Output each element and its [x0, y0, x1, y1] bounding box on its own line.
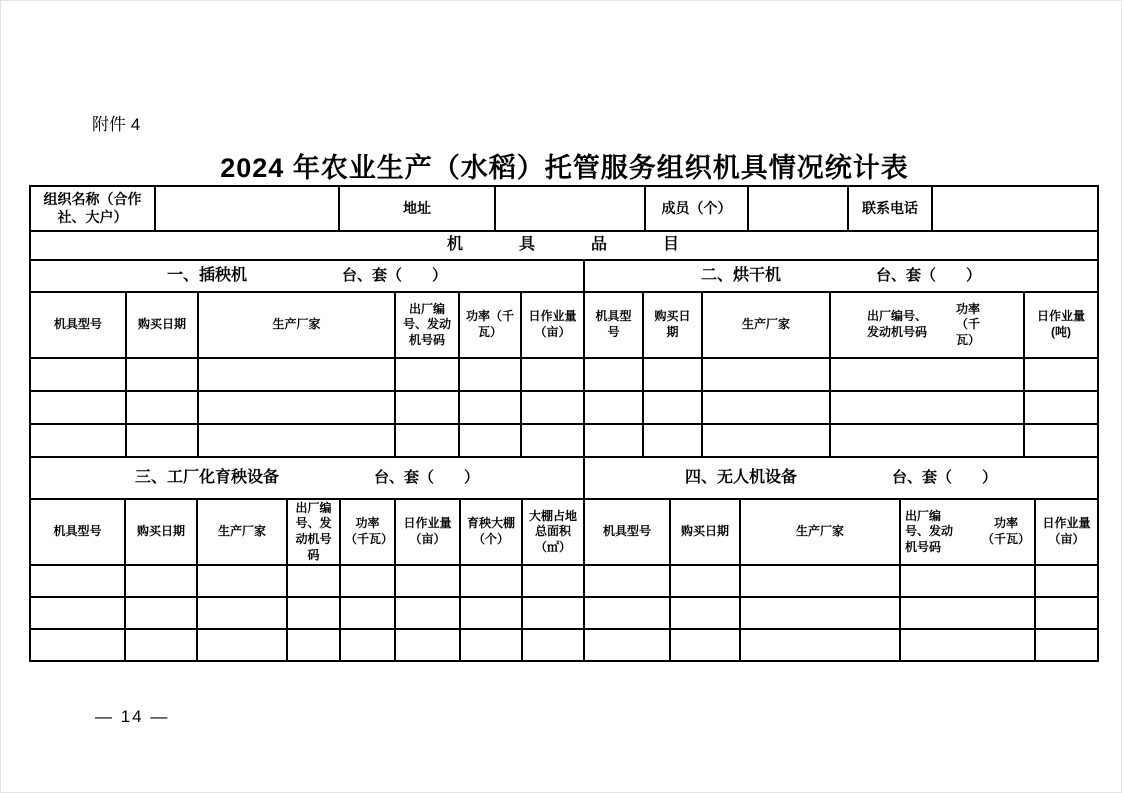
col-header-serial: 出厂编号、发动机号码: [905, 508, 954, 554]
empty-cell: [394, 630, 459, 660]
section-2-header-row: [585, 293, 1097, 357]
empty-cell: [829, 392, 1023, 423]
empty-cell: [459, 598, 521, 628]
col-header-model: 机具型号: [53, 524, 102, 539]
col-header-area: 大棚占地总面积（㎡）: [521, 500, 583, 564]
table-row: [31, 390, 583, 423]
col-header-serial: 出厂编号、发动机号码: [867, 309, 928, 339]
table-row: [585, 357, 1097, 390]
members-value-cell: [747, 187, 847, 230]
empty-cell: [394, 392, 458, 423]
org-name-label: 组织名称（合作社、大户）: [43, 191, 142, 225]
empty-cell: [458, 359, 520, 390]
empty-cell: [899, 566, 1034, 596]
col-header-date: 购买日期: [669, 500, 739, 564]
address-value-cell: [494, 187, 644, 230]
table-row: [31, 423, 583, 456]
empty-cell: [394, 598, 459, 628]
col-header-serial-power: [829, 293, 1023, 357]
empty-cell: [124, 630, 196, 660]
section-3-unit: 台、套（ ）: [374, 469, 480, 487]
table-row: [31, 628, 583, 660]
section-3-header: [31, 458, 583, 498]
col-header-model: 机具型号: [602, 524, 651, 539]
col-header-serial: 出厂编号、发动机号码: [286, 500, 339, 564]
empty-cell: [585, 566, 669, 596]
section-header-row-1: [31, 259, 1097, 291]
empty-cell: [520, 425, 583, 456]
col-header-maker: 生产厂家: [196, 500, 286, 564]
empty-cell: [520, 359, 583, 390]
col-header-maker: 生产厂家: [739, 500, 899, 564]
empty-cell: [585, 392, 642, 423]
empty-cell: [196, 630, 286, 660]
empty-cell: [669, 630, 739, 660]
attachment-label: 附件 4: [92, 115, 141, 134]
empty-cell: [458, 392, 520, 423]
empty-cell: [458, 425, 520, 456]
empty-cell: [286, 630, 339, 660]
section-3-title: 三、工厂化育秧设备: [134, 468, 279, 486]
col-header-daily: 日作业量（亩）: [394, 500, 459, 564]
empty-cell: [521, 630, 583, 660]
empty-cell: [899, 630, 1034, 660]
tables-band-top: [31, 291, 1097, 456]
empty-cell: [585, 598, 669, 628]
empty-cell: [196, 598, 286, 628]
empty-cell: [739, 598, 899, 628]
address-label: 地址: [338, 187, 494, 230]
catalog-row: [31, 230, 1097, 259]
form-table: [29, 185, 1099, 662]
empty-cell: [31, 566, 124, 596]
empty-cell: [394, 425, 458, 456]
empty-cell: [339, 630, 394, 660]
table-row: [585, 596, 1097, 628]
table-row: [31, 357, 583, 390]
empty-cell: [899, 598, 1034, 628]
col-header-power: 功率（千瓦）: [339, 500, 394, 564]
empty-cell: [197, 392, 394, 423]
empty-cell: [1023, 359, 1097, 390]
tables-band-bottom: [31, 498, 1097, 660]
empty-cell: [125, 425, 197, 456]
section-3-header-row: [31, 500, 583, 564]
col-header-power: 功率（千瓦）: [458, 293, 520, 357]
section-2-title: 二、烘干机: [700, 266, 781, 284]
col-header-power: 功率（千瓦）: [955, 301, 980, 347]
col-header-serial-power: [899, 500, 1034, 564]
empty-cell: [31, 630, 124, 660]
section-1-title: 一、插秧机: [166, 266, 247, 284]
section-1-unit: 台、套（ ）: [342, 267, 448, 285]
col-header-date: 购买日期: [642, 293, 701, 357]
empty-cell: [521, 598, 583, 628]
empty-cell: [669, 598, 739, 628]
section-1-header: [31, 261, 583, 291]
empty-cell: [701, 392, 829, 423]
empty-cell: [31, 359, 125, 390]
empty-cell: [31, 425, 125, 456]
empty-cell: [124, 598, 196, 628]
empty-cell: [125, 359, 197, 390]
info-row: [31, 187, 1097, 230]
empty-cell: [339, 598, 394, 628]
empty-cell: [459, 630, 521, 660]
table-row: [585, 390, 1097, 423]
section-4-unit: 台、套（ ）: [892, 469, 998, 487]
empty-cell: [585, 359, 642, 390]
members-label: 成员（个）: [644, 187, 747, 230]
col-header-serial: 出厂编号、发动机号码: [394, 293, 458, 357]
empty-cell: [459, 566, 521, 596]
empty-cell: [585, 425, 642, 456]
empty-cell: [196, 566, 286, 596]
section-4-header-row: [585, 500, 1097, 564]
col-header-daily: 日作业量（亩）: [520, 293, 583, 357]
empty-cell: [642, 359, 701, 390]
catalog-title: 机 具 品 目: [446, 236, 681, 254]
section-2-header: [583, 261, 1097, 291]
col-header-date: 购买日期: [125, 293, 197, 357]
empty-cell: [1023, 425, 1097, 456]
empty-cell: [701, 425, 829, 456]
empty-cell: [701, 359, 829, 390]
empty-cell: [829, 425, 1023, 456]
empty-cell: [520, 392, 583, 423]
col-header-model: 机具型号: [53, 317, 102, 332]
section-3-table: [31, 500, 583, 660]
empty-cell: [31, 392, 125, 423]
phone-value-cell: [931, 187, 1097, 230]
col-header-daily: 日作业量(吨): [1023, 293, 1097, 357]
empty-cell: [394, 566, 459, 596]
section-4-table: [583, 500, 1097, 660]
empty-cell: [286, 598, 339, 628]
col-header-date: 购买日期: [124, 500, 196, 564]
empty-cell: [642, 392, 701, 423]
empty-cell: [739, 566, 899, 596]
phone-label: 联系电话: [847, 187, 931, 230]
section-2-table: [583, 293, 1097, 456]
page-title: 2024 年农业生产（水稻）托管服务组织机具情况统计表: [220, 153, 909, 183]
table-row: [31, 596, 583, 628]
empty-cell: [286, 566, 339, 596]
col-header-maker: 生产厂家: [197, 293, 394, 357]
section-1-table: [31, 293, 583, 456]
table-row: [31, 564, 583, 596]
org-name-value-cell: [154, 187, 338, 230]
table-row: [585, 564, 1097, 596]
empty-cell: [642, 425, 701, 456]
page-number: — 14 —: [95, 707, 170, 726]
empty-cell: [585, 630, 669, 660]
table-row: [585, 423, 1097, 456]
empty-cell: [197, 425, 394, 456]
col-header-model: 机具型号: [595, 309, 632, 339]
section-4-header: [583, 458, 1097, 498]
empty-cell: [339, 566, 394, 596]
empty-cell: [1023, 392, 1097, 423]
section-1-header-row: [31, 293, 583, 357]
col-header-greenhouse: 育秧大棚（个）: [459, 500, 521, 564]
section-2-unit: 台、套（ ）: [876, 267, 982, 285]
empty-cell: [124, 566, 196, 596]
empty-cell: [669, 566, 739, 596]
empty-cell: [1034, 566, 1097, 596]
col-header-maker: 生产厂家: [701, 293, 829, 357]
empty-cell: [521, 566, 583, 596]
col-header-power: 功率（千瓦）: [982, 516, 1031, 546]
empty-cell: [1034, 598, 1097, 628]
empty-cell: [829, 359, 1023, 390]
empty-cell: [739, 630, 899, 660]
empty-cell: [394, 359, 458, 390]
empty-cell: [197, 359, 394, 390]
empty-cell: [125, 392, 197, 423]
section-header-row-2: [31, 456, 1097, 498]
section-4-title: 四、无人机设备: [684, 468, 797, 486]
empty-cell: [31, 598, 124, 628]
empty-cell: [1034, 630, 1097, 660]
table-row: [585, 628, 1097, 660]
col-header-daily: 日作业量（亩）: [1034, 500, 1097, 564]
